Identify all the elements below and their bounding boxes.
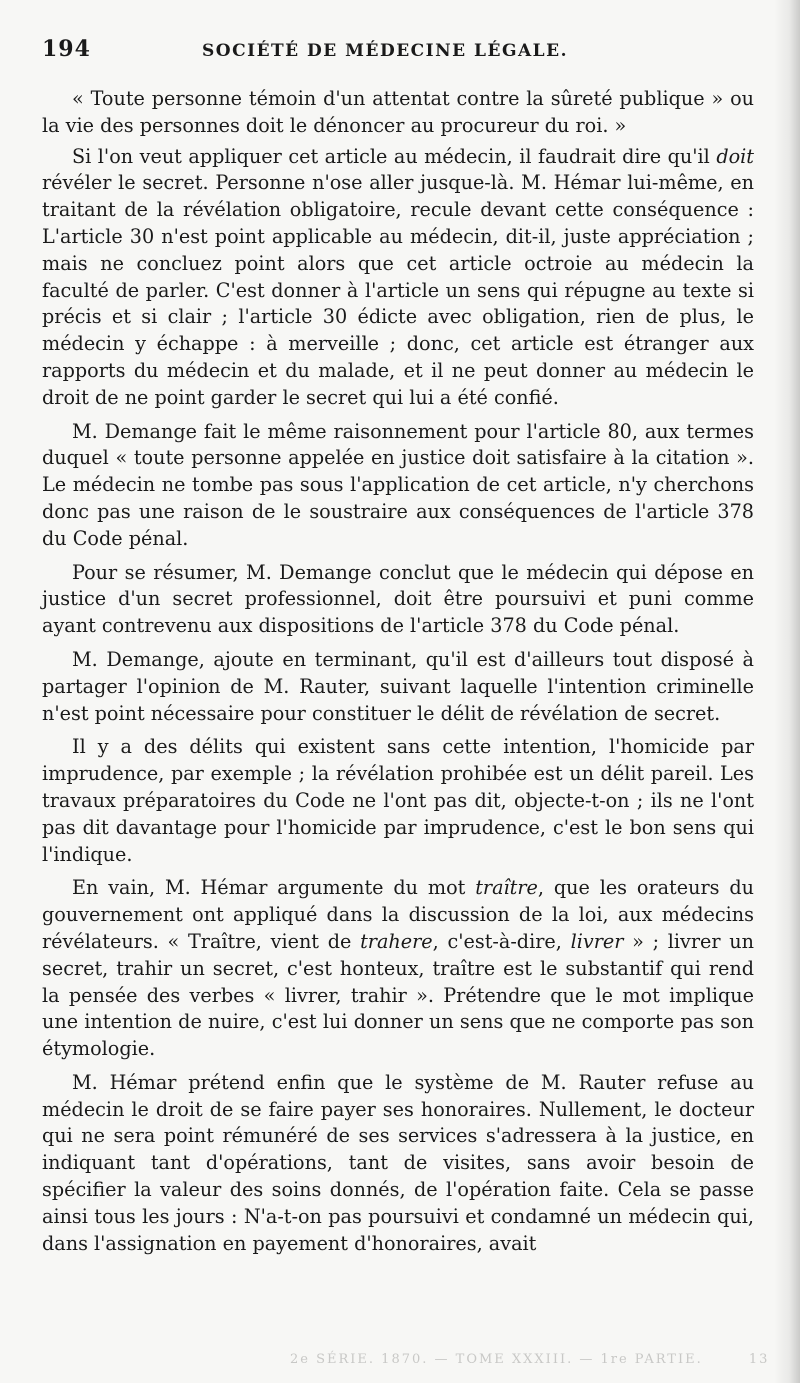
page-edge-shadow xyxy=(774,0,800,1383)
paragraph: M. Demange, ajoute en terminant, qu'il est d'ailleurs tout disposé à partager l'opinion de M. Rauter, suivant laquelle l'intention criminelle n'est point nécessaire pour constituer le délit de révélation de secret. xyxy=(42,647,754,725)
paragraph: Pour se résumer, M. Demange conclut que le médecin qui dépose en justice d'un secret professionnel, doit être poursuivi et puni comme ayant contrevenu aux dispositions de l'article 378 du Code pénal. xyxy=(42,560,754,638)
emphasis: doit xyxy=(716,144,754,168)
emphasis: trahere xyxy=(360,929,433,953)
body-text xyxy=(42,86,754,1257)
emphasis: traître xyxy=(475,876,538,900)
paragraph: Si l'on veut appliquer cet article au médecin, il faudrait dire qu'il doit révéler le secret. Personne n'ose aller jusque-là. M. Hémar lui-même, en traitant de la révélation obligatoire, recule devant cette conséquence : L'article 30 n'est point applicable au médecin, dit-il, juste appréciation ; mais ne concluez point alors que cet article octroie au médecin la faculté de parler. C'est donner à l'article un sens qui répugne au texte si précis et si clair ; l'article 30 édicte avec obligation, rien de plus, le médecin y échappe : à merveille ; donc, cet article est étranger aux rapports du médecin et du malade, et il ne peut donner au médecin le droit de ne point garder le secret qui lui a été confié. xyxy=(42,144,754,409)
page-number: 194 xyxy=(42,36,91,62)
paragraph: Il y a des délits qui existent sans cette intention, l'homicide par imprudence, par exemple ; la révélation prohibée est un délit pareil. Les travaux préparatoires du Code ne l'ont pas dit, objecte-t-on ; ils ne l'ont pas dit davantage pour l'homicide par imprudence, c'est le bon sens qui l'indique. xyxy=(42,735,754,866)
running-head: SOCIÉTÉ DE MÉDECINE LÉGALE. xyxy=(202,41,568,61)
paragraph: M. Demange fait le même raisonnement pour l'article 80, aux termes duquel « toute personne appelée en justice doit satisfaire à la citation ». Le médecin ne tombe pas sous l'application de cet article, n'y cherchons donc pas une raison de le soustraire aux conséquences de l'article 378 du Code pénal. xyxy=(42,419,754,550)
paragraph: M. Hémar prétend enfin que le système de M. Rauter refuse au médecin le droit de se faire payer ses honoraires. Nullement, le docteur qui ne sera point rémunéré de ses services s'adressera à la justice, en indiquant tant d'opérations, tant de visites, sans avoir besoin de spécifier la valeur des soins donnés, de l'opération faite. Cela se passe ainsi tous les jours : N'a-t-on pas poursuivi et condamné un médecin qui, dans l'assignation en payement d'honoraires, avait xyxy=(42,1070,754,1255)
paragraph: En vain, M. Hémar argumente du mot traître, que les orateurs du gouvernement ont appliqué dans la discussion de la loi, aux médecins révélateurs. « Traître, vient de trahere, c'est-à-dire, livrer » ; livrer un secret, trahir un secret, c'est honteux, traître est le substantif qui rend la pensée des verbes « livrer, trahir ». Prétendre que le mot implique une intention de nuire, c'est lui donner un sens que ne comporte pas son étymologie. xyxy=(42,876,754,1061)
page-header xyxy=(42,36,754,76)
paragraph-quote: « Toute personne témoin d'un attentat contre la sûreté publique » ou la vie des personnes doit le dénoncer au procureur du roi. » xyxy=(42,87,754,137)
page-footer xyxy=(290,1352,769,1367)
footer-series-info: 2e SÉRIE. 1870. — TOME XXXIII. — 1re PARTIE. xyxy=(290,1352,703,1367)
footer-signature: 13 xyxy=(748,1352,770,1367)
emphasis: livrer xyxy=(570,929,624,953)
